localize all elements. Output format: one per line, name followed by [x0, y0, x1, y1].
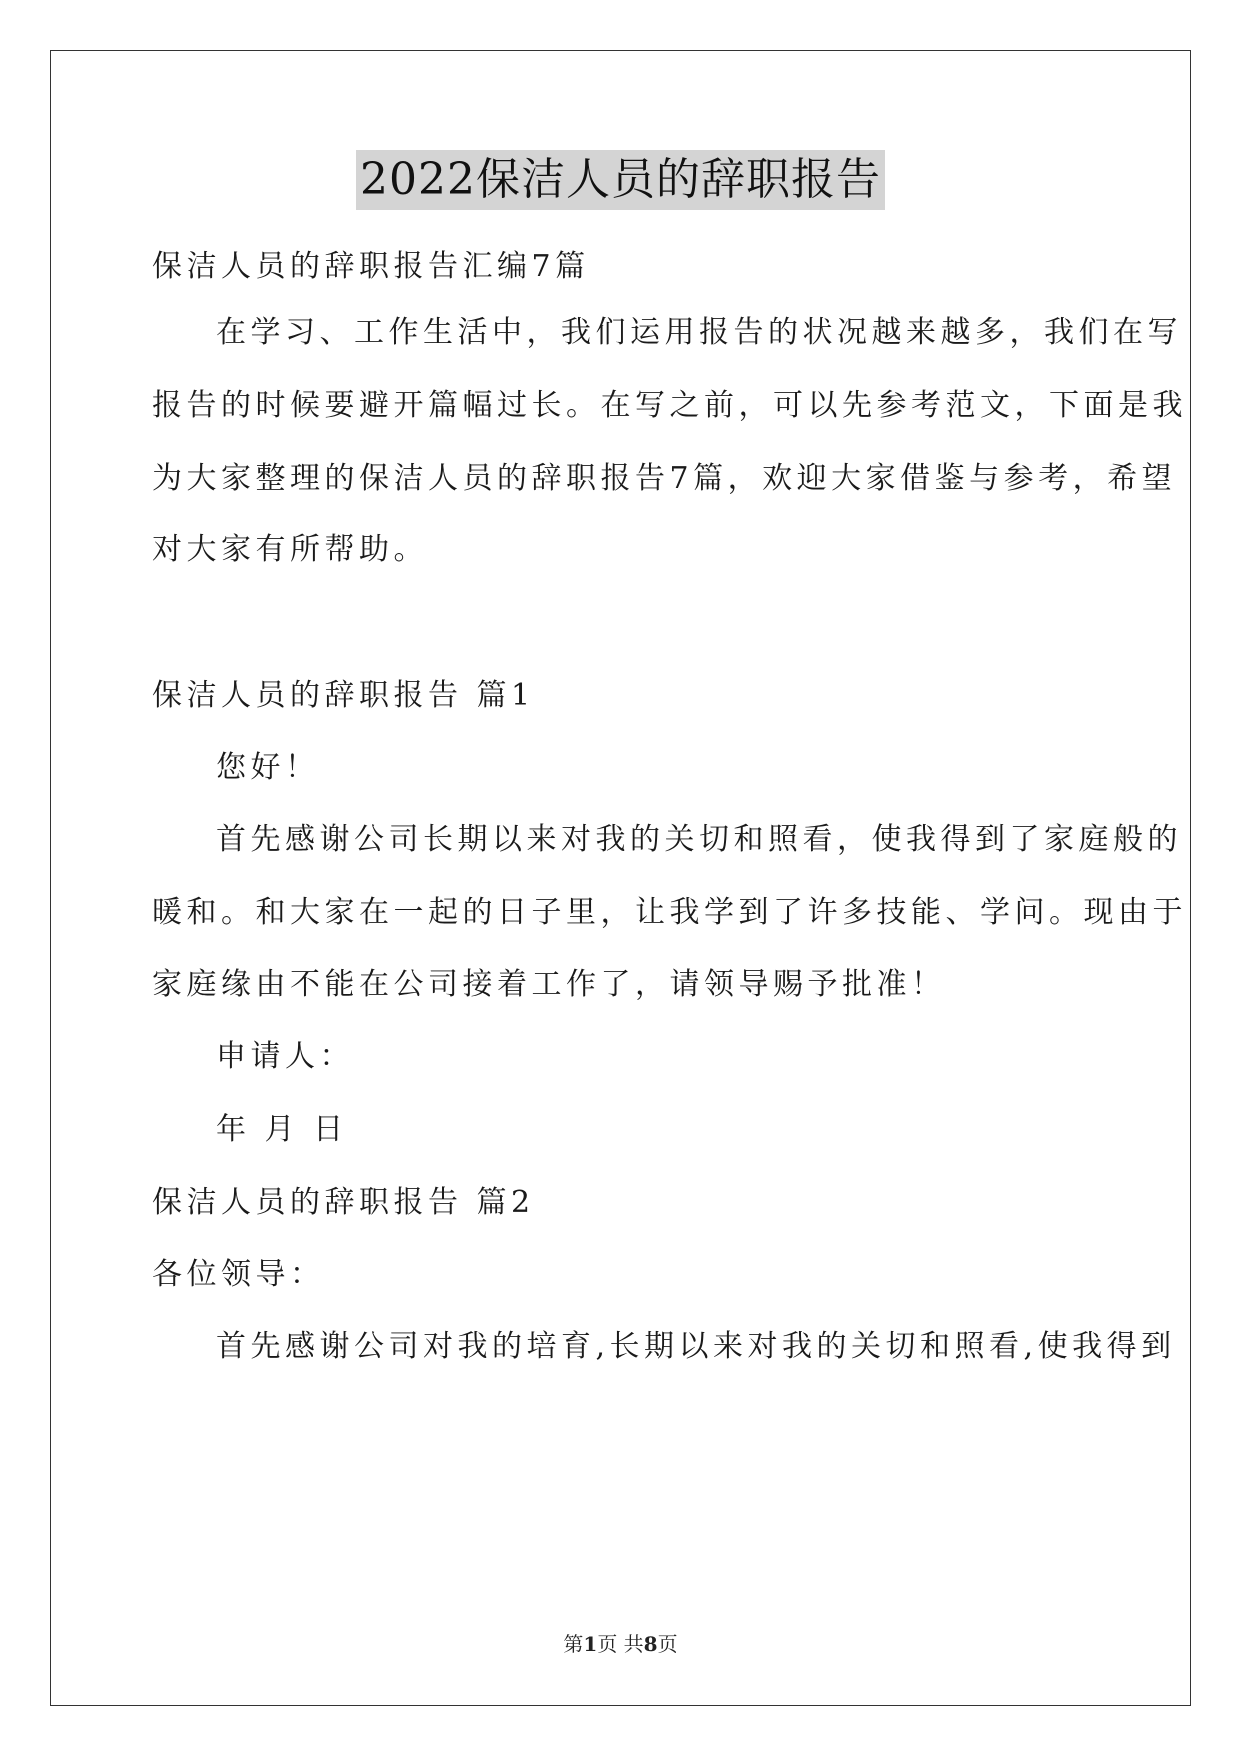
- document-title: 2022保洁人员的辞职报告: [356, 150, 885, 210]
- body-line: 暖和。和大家在一起的日子里，让我学到了许多技能、学问。现由于: [152, 895, 1187, 930]
- greeting: 您好！: [216, 750, 320, 785]
- title-container: [0, 150, 1241, 210]
- body-line: 首先感谢公司长期以来对我的关切和照看，使我得到了家庭般的: [216, 822, 1182, 857]
- intro-line: 在学习、工作生活中，我们运用报告的状况越来越多，我们在写: [216, 315, 1182, 350]
- body-line: 家庭缘由不能在公司接着工作了，请领导赐予批准！: [152, 967, 946, 1002]
- section-heading-1: 保洁人员的辞职报告 篇1: [152, 678, 535, 713]
- body-line: 首先感谢公司对我的培育,长期以来对我的关切和照看,使我得到: [216, 1329, 1176, 1364]
- current-page-number: 1: [583, 1632, 598, 1656]
- footer-suffix: 页: [657, 1632, 678, 1656]
- applicant-label: 申请人：: [216, 1039, 354, 1074]
- section-heading-2: 保洁人员的辞职报告 篇2: [152, 1185, 535, 1220]
- doc-subtitle: 保洁人员的辞职报告汇编7篇: [152, 249, 590, 284]
- page-border: [50, 50, 1191, 1706]
- intro-line: 对大家有所帮助。: [152, 532, 428, 567]
- footer-prefix: 第: [563, 1632, 584, 1656]
- footer-mid: 页 共: [597, 1632, 644, 1656]
- total-page-number: 8: [643, 1632, 658, 1656]
- salutation: 各位领导：: [152, 1257, 325, 1292]
- page-footer: [0, 1630, 1241, 1658]
- intro-line: 为大家整理的保洁人员的辞职报告7篇，欢迎大家借鉴与参考，希望: [152, 461, 1177, 496]
- intro-line: 报告的时候要避开篇幅过长。在写之前，可以先参考范文，下面是我: [152, 388, 1187, 423]
- date-line: 年 月 日: [216, 1112, 348, 1147]
